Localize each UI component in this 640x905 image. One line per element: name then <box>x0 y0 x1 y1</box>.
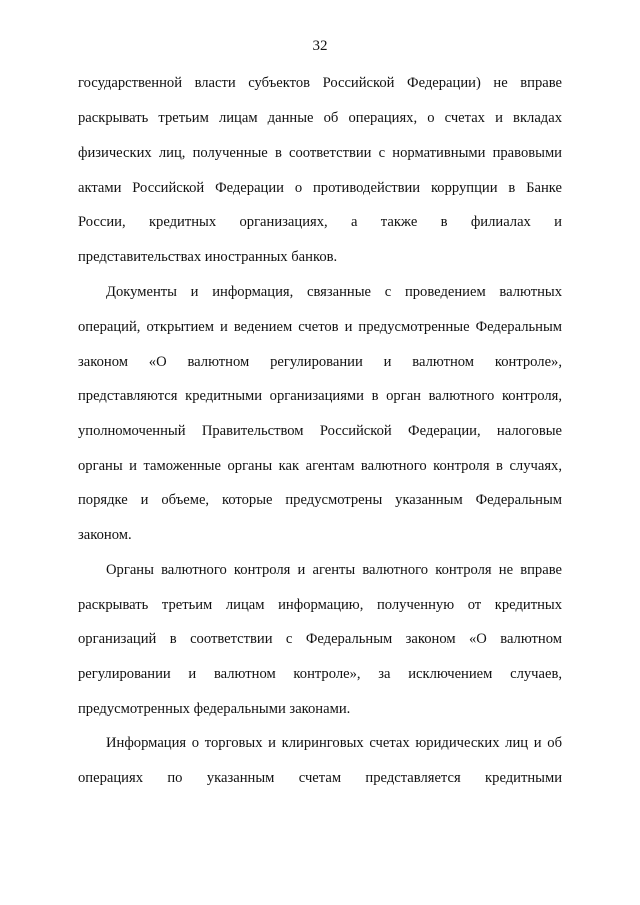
text-line: раскрывать третьим лицам информацию, полученную от кредитных <box>78 597 562 613</box>
text-line: регулировании и валютном контроле», за исключением случаев, <box>78 666 562 682</box>
text-line: актами Российской Федерации о противодействии коррупции в Банке <box>78 180 562 196</box>
text-line: порядке и объеме, которые предусмотрены указанным Федеральным <box>78 492 562 508</box>
text-line: органы и таможенные органы как агентам валютного контроля в случаях, <box>78 458 562 474</box>
text-line: предусмотренных федеральными законами. <box>78 701 351 717</box>
text-line: уполномоченный Правительством Российской Федерации, налоговые <box>78 423 562 439</box>
text-line: законом «О валютном регулировании и валютном контроле», <box>78 354 562 370</box>
text-line: операциях по указанным счетам представляется кредитными <box>78 770 562 786</box>
paragraph-first-line: Документы и информация, связанные с проведением валютных <box>106 284 562 300</box>
page-number: 32 <box>312 38 328 54</box>
text-line: операций, открытием и ведением счетов и предусмотренные Федеральным <box>78 319 562 335</box>
text-line: физических лиц, полученные в соответствии с нормативными правовыми <box>78 145 562 161</box>
text-line: государственной власти субъектов Российской Федерации) не вправе <box>78 75 562 91</box>
text-line: раскрывать третьим лицам данные об операциях, о счетах и вкладах <box>78 110 562 126</box>
paragraph-first-line: Органы валютного контроля и агенты валютного контроля не вправе <box>106 562 562 578</box>
text-line: законом. <box>78 527 132 543</box>
text-line: представляются кредитными организациями в орган валютного контроля, <box>78 388 562 404</box>
text-line: организаций в соответствии с Федеральным законом «О валютном <box>78 631 562 647</box>
text-line: России, кредитных организациях, а также в филиалах и <box>78 214 562 230</box>
text-line: представительствах иностранных банков. <box>78 249 338 265</box>
paragraph-first-line: Информация о торговых и клиринговых счетах юридических лиц и об <box>106 735 562 751</box>
